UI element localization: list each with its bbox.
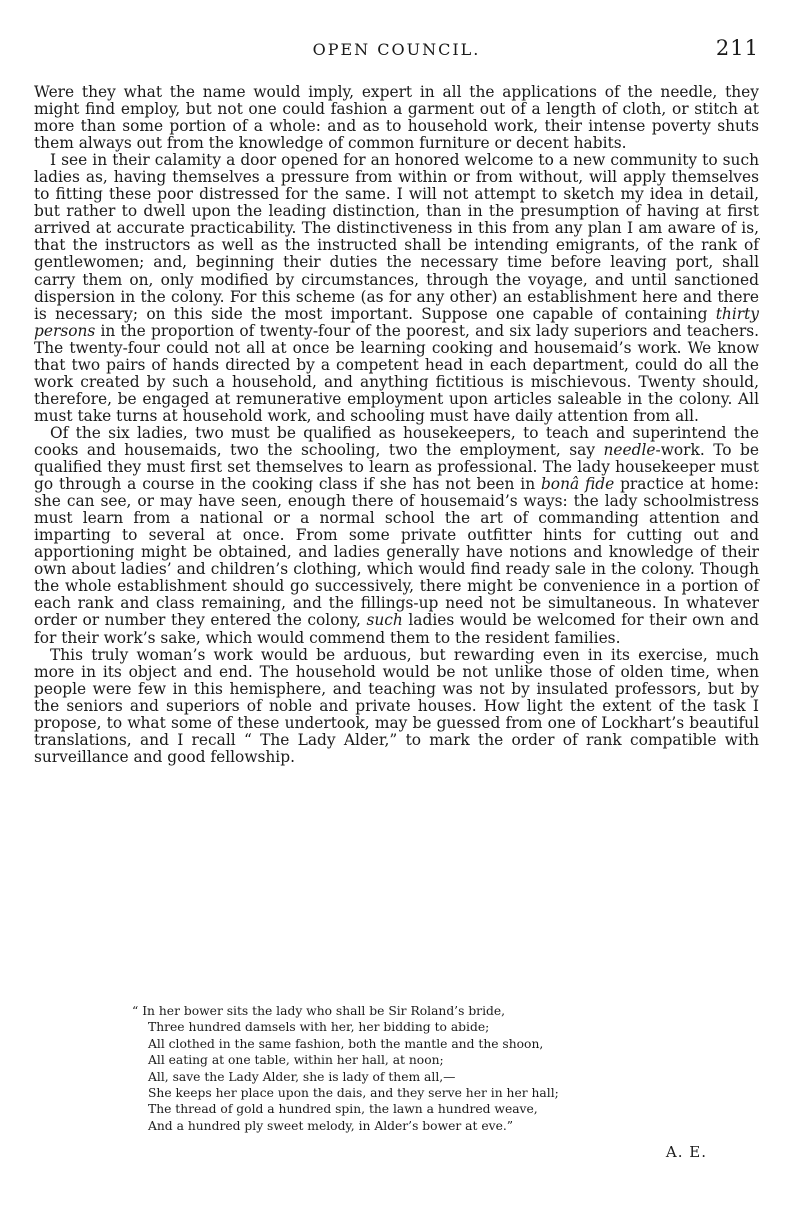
- paragraph-text: I see in their calamity a door opened for an honored welcome to a new community to such ladies as, having themselves a pressure from within or from without, will apply themselves to fitting these poor distressed for the same. I will not attempt to sketch my idea in detail, but rather to dwell upon the leading distinction, than in the presumption of having at first arrived at accurate practicability. The distinctiveness in this from any plan I am aware of is, that the instructors as well as the instructed shall be intending emigrants, of the rank of gentlewomen; and, beginning their duties the necessary time before leaving port, shall carry them on, only modified by circumstances, through the voyage, and until sanctioned dispersion in the colony. For this scheme (as for any other) an establishment here and there is necessary; on this side the most important. Suppose one capable of containing: [34, 151, 759, 323]
- paragraph-text: ladies would be welcomed for their own and for their work’s sake, which would commend them to the resident families.: [34, 611, 760, 647]
- verse-line: And a hundred ply sweet melody, in Alder’s bower at eve.”: [148, 1118, 514, 1133]
- verse-line: She keeps her place upon the dais, and they serve her in her hall;: [148, 1086, 559, 1101]
- paragraph-text: Were they what the name would imply, expert in all the applications of the needle, they might find employ, but not one could fashion a garment out of a length of cloth, or stitch at more than some portion of a whole: and as to household work, their intense poverty shuts them always out from the knowledge of common furniture or decent habits.: [34, 83, 759, 153]
- paragraph-text: This truly woman’s work would be arduous, but rewarding even in its exercise, much more in its object and end. The household would be not unlike those of olden time, when people were few in this hemisphere, and teaching was not by insulated professors, but by the seniors and superiors of noble and private houses. How light the extent of the task I propose, to what some of these undertook, may be guessed from one of Lockhart’s beautiful translations, and I recall “ The Lady Alder,” to mark the order of rank compatible with surveillance and good fellowship.: [34, 645, 759, 766]
- body-paragraph: [34, 152, 759, 425]
- body-paragraph: [34, 647, 759, 766]
- verse-line: Three hundred damsels with her, her bidding to abide;: [148, 1020, 490, 1035]
- italic-text: bonâ fide: [540, 475, 615, 494]
- body-paragraph: [34, 84, 759, 152]
- italic-text: thirty persons: [34, 304, 759, 340]
- italic-text: such: [366, 611, 403, 630]
- paragraph-text: practice at home: she can see, or may have seen, enough there of housemaid’s ways: the lady schoolmistress must learn from a national or a normal school the art of commanding attention and imparting to several at once. From some private outfitter hints for cutting out and apportioning might be obtained, and ladies generally have notions and knowledge of their own about ladies’ and children’s clothing, which would find ready sale in the colony. Though the whole establishment should go successively, there might be convenience in a portion of each rank and class remaining, and the fillings-up need not be simultaneous. In whatever order or number they entered the colony,: [34, 475, 760, 630]
- paragraph-text: in the proportion of twenty-four of the poorest, and six lady superiors and teachers. The twenty-four could not all at once be learning cooking and housemaid’s work. We know that two pairs of hands directed by a competent head in each department, could do all the work created by such a household, and anything fictitious is mischievous. Twenty should, therefore, be engaged at remunerative employment upon articles saleable in the colony. All must take turns at household work, and schooling must have daily attention from all.: [34, 321, 759, 425]
- running-head: OPEN COUNCIL.: [312, 40, 481, 59]
- verse-line: The thread of gold a hundred spin, the lawn a hundred weave,: [148, 1102, 538, 1117]
- paragraph-text: Of the six ladies, two must be qualified as housekeepers, to teach and superintend the cooks and housemaids, two the schooling, two the employment, say: [34, 423, 759, 459]
- body-paragraph: [34, 425, 759, 647]
- paragraph-text: -work. To be qualified they must first set themselves to learn as professional. The lady housekeeper must go through a course in the cooking class if she has not been in: [34, 440, 759, 494]
- page-number: 211: [715, 36, 759, 60]
- verse-line: “ In her bower sits the lady who shall be Sir Roland’s bride,: [132, 1004, 506, 1018]
- verse-quotation: [132, 1003, 652, 1134]
- page-header: [34, 36, 759, 66]
- verse-line: All eating at one table, within her hall, at noon;: [148, 1053, 444, 1068]
- verse-line: All clothed in the same fashion, both the mantle and the shoon,: [148, 1036, 544, 1051]
- article-body: [34, 84, 759, 766]
- italic-text: needle: [603, 440, 656, 459]
- verse-line: All, save the Lady Alder, she is lady of them all,—: [148, 1069, 456, 1084]
- author-signature: A. E.: [665, 1143, 707, 1161]
